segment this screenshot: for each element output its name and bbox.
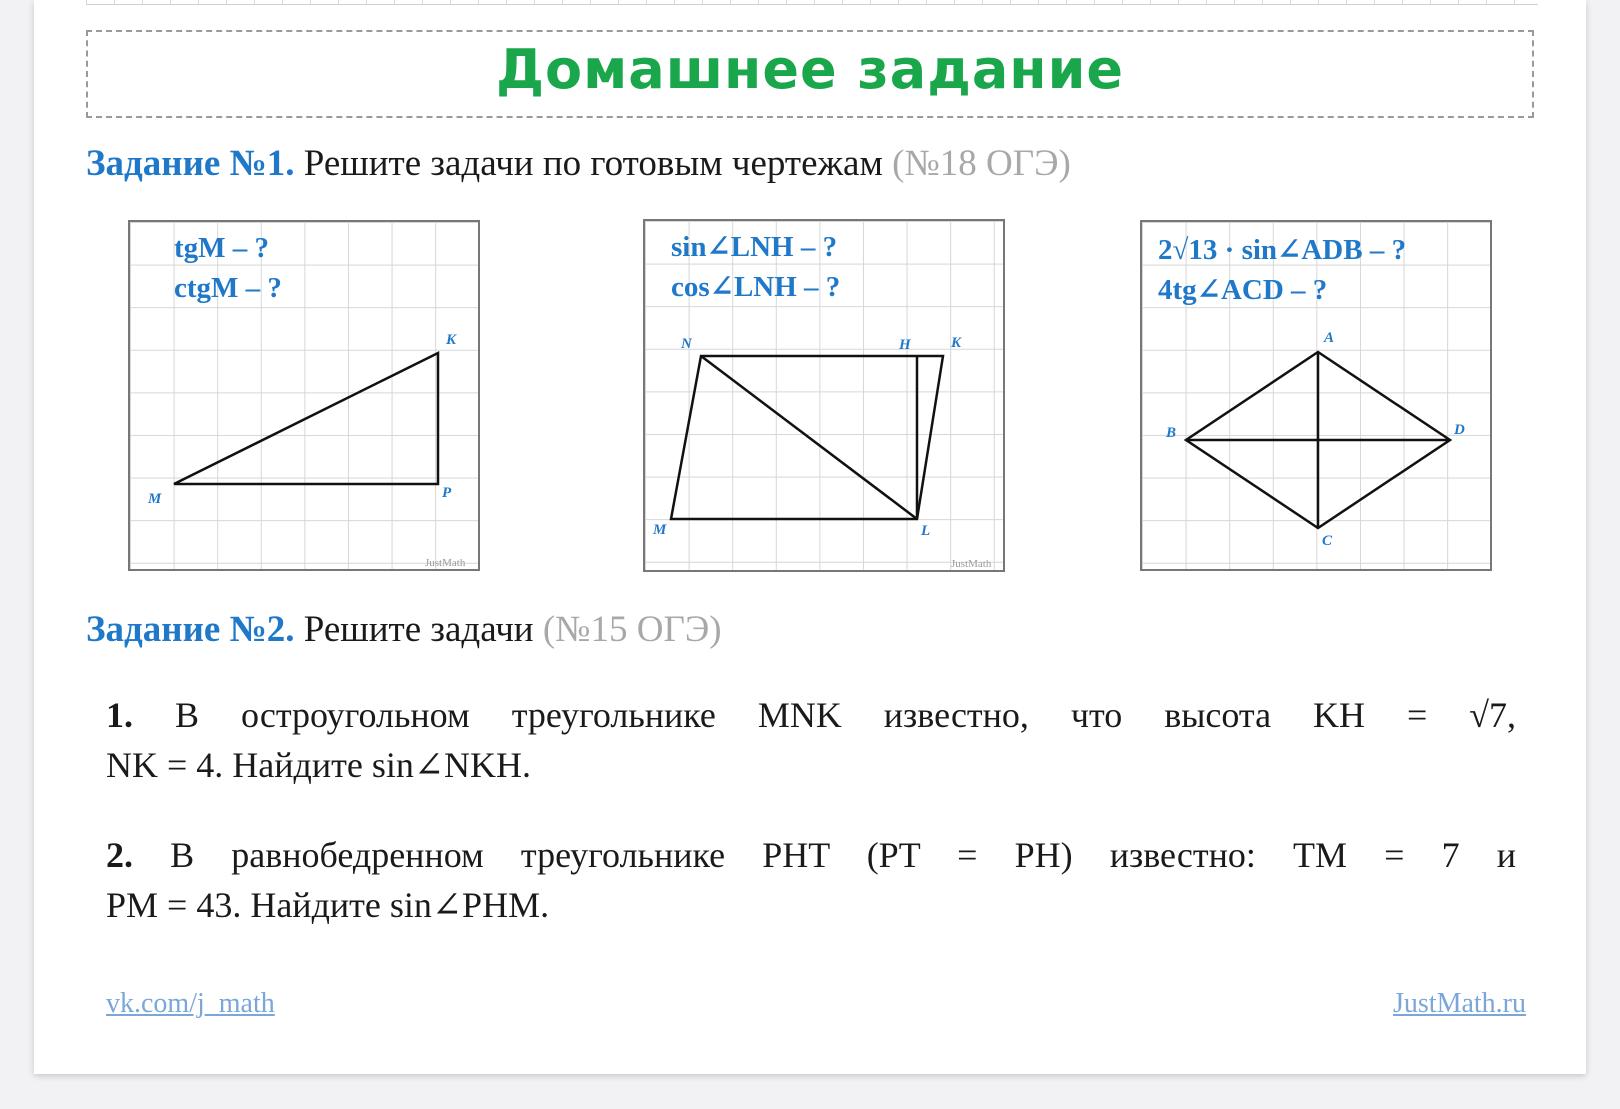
task2-number: Задание №2. bbox=[86, 609, 295, 650]
vertex-label-m: M bbox=[653, 522, 667, 538]
problem-2-line-1 bbox=[106, 830, 1516, 880]
problem-1 bbox=[106, 690, 1516, 790]
problem-1-text-1: В остроугольном треугольнике MNK известно, что высота KH = √7, bbox=[174, 695, 1516, 735]
diagonal-nl bbox=[701, 356, 917, 519]
problem-2-text-1: В равнобедренном треугольнике PHT (PT = PH) известно: TM = 7 и bbox=[170, 835, 1517, 875]
task2-ref: (№15 ОГЭ) bbox=[542, 609, 722, 650]
problem-1-number: 1. bbox=[106, 695, 133, 735]
drawing1-question-1: tgM – ? bbox=[174, 232, 270, 264]
triangle-mkp bbox=[174, 353, 438, 484]
task1-ref: (№18 ОГЭ) bbox=[892, 143, 1071, 184]
watermark: JustMath bbox=[425, 557, 466, 569]
task2-heading bbox=[86, 608, 722, 651]
vertex-label-n: N bbox=[681, 336, 692, 352]
drawing2-question-1: sin∠LNH – ? bbox=[671, 231, 838, 263]
problem-2-number: 2. bbox=[106, 835, 133, 875]
vertex-label-k: K bbox=[446, 332, 457, 348]
drawing3-question-2: 4tg∠ACD – ? bbox=[1158, 274, 1328, 306]
vertex-label-c: C bbox=[1322, 533, 1333, 549]
drawing2-question-2: cos∠LNH – ? bbox=[671, 271, 841, 303]
problem-1-line-2: NK = 4. Найдите sin∠NKH. bbox=[106, 745, 532, 785]
footer-link-justmath[interactable]: JustMath.ru bbox=[1393, 988, 1526, 1019]
vertex-label-a: A bbox=[1324, 330, 1335, 346]
watermark: JustMath bbox=[951, 558, 992, 570]
vertex-label-k: K bbox=[951, 335, 962, 351]
problem-1-line-1 bbox=[106, 690, 1516, 740]
problem-2-line-2: PM = 43. Найдите sin∠PHM. bbox=[106, 885, 550, 925]
triangle-mkp-figure bbox=[130, 222, 480, 571]
problem-2 bbox=[106, 830, 1516, 930]
task1-heading bbox=[86, 142, 1071, 185]
vertex-label-l: L bbox=[921, 523, 931, 539]
vertex-label-m: M bbox=[148, 491, 162, 507]
rhombus-abcd-figure bbox=[1142, 222, 1492, 571]
task2-text: Решите задачи bbox=[303, 609, 534, 650]
vertex-label-d: D bbox=[1454, 422, 1465, 438]
drawing-card-rhombus bbox=[1140, 220, 1492, 571]
drawing3-question-1: 2√13 · sin∠ADB – ? bbox=[1158, 234, 1407, 266]
homework-title-box bbox=[86, 30, 1534, 118]
footer-link-vk[interactable]: vk.com/j_math bbox=[106, 988, 275, 1019]
task1-number: Задание №1. bbox=[86, 143, 295, 184]
top-grid-strip bbox=[86, 0, 1538, 5]
page-title: Домашнее задание bbox=[495, 38, 1125, 101]
vertex-label-h: H bbox=[899, 337, 911, 353]
vertex-label-p: P bbox=[442, 485, 452, 501]
parallelogram-nklm-figure bbox=[645, 221, 1005, 572]
drawing-card-parallelogram bbox=[643, 219, 1005, 572]
task1-text: Решите задачи по готовым чертежам bbox=[303, 143, 883, 184]
vertex-label-b: B bbox=[1166, 425, 1177, 441]
drawing1-question-2: ctgM – ? bbox=[174, 272, 282, 304]
drawing-card-triangle bbox=[128, 220, 480, 571]
